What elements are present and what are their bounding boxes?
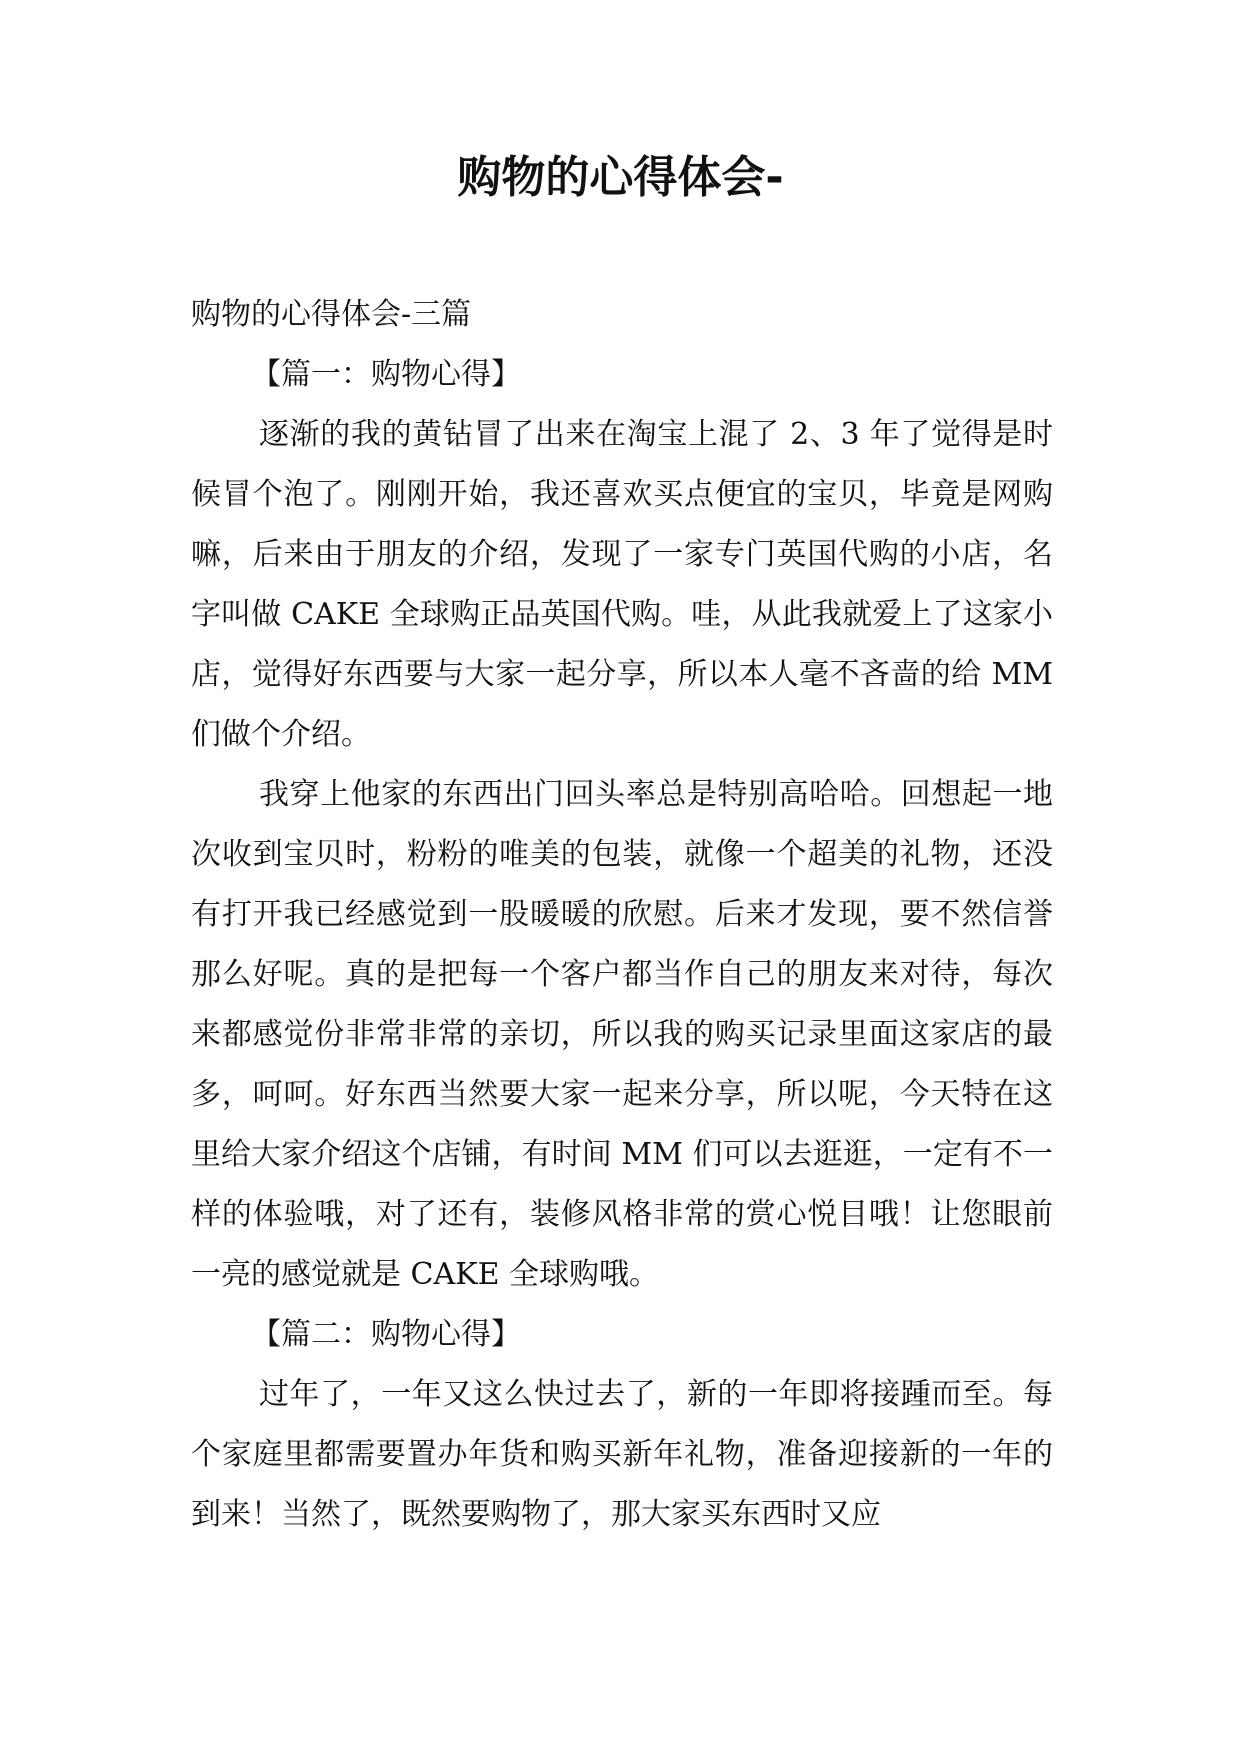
paragraph-1-2: 我穿上他家的东西出门回头率总是特别高哈哈。回想起一地次收到宝贝时，粉粉的唯美的包装，就像一个超美的礼物，还没有打开我已经感觉到一股暖暖的欣慰。后来才发现，要不然信誉那么好呢。真的是把每一个客户都当作自己的朋友来对待，每次来都感觉份非常非常的亲切，所以我的购买记录里面这家店的最多，呵呵。好东西当然要大家一起来分享，所以呢，今天特在这里给大家介绍这个店铺，有时间 MM 们可以去逛逛，一定有不一样的体验哦，对了还有，装修风格非常的赏心悦目哦！让您眼前一亮的感觉就是 CAKE 全球购哦。 (191, 777, 1053, 1292)
section-heading-1: 【篇一：购物心得】 (251, 357, 521, 392)
document-title: 购物的心得体会- (457, 152, 784, 203)
paragraph-2-1: 过年了，一年又这么快过去了，新的一年即将接踵而至。每个家庭里都需要置办年货和购买新年礼物，准备迎接新的一年的到来！当然了，既然要购物了，那大家买东西时又应 (191, 1377, 1053, 1532)
section-heading-2: 【篇二：购物心得】 (251, 1317, 521, 1352)
paragraph-1-1: 逐渐的我的黄钻冒了出来在淘宝上混了 2、3 年了觉得是时候冒个泡了。刚刚开始，我还喜欢买点便宜的宝贝，毕竟是网购嘛，后来由于朋友的介绍，发现了一家专门英国代购的小店，名字叫做 CAKE 全球购正品英国代购。哇，从此我就爱上了这家小店，觉得好东西要与大家一起分享，所以本人毫不吝啬的给 MM 们做个介绍。 (191, 417, 1053, 752)
document-body (191, 285, 1053, 1545)
document-subtitle: 购物的心得体会-三篇 (191, 297, 472, 332)
